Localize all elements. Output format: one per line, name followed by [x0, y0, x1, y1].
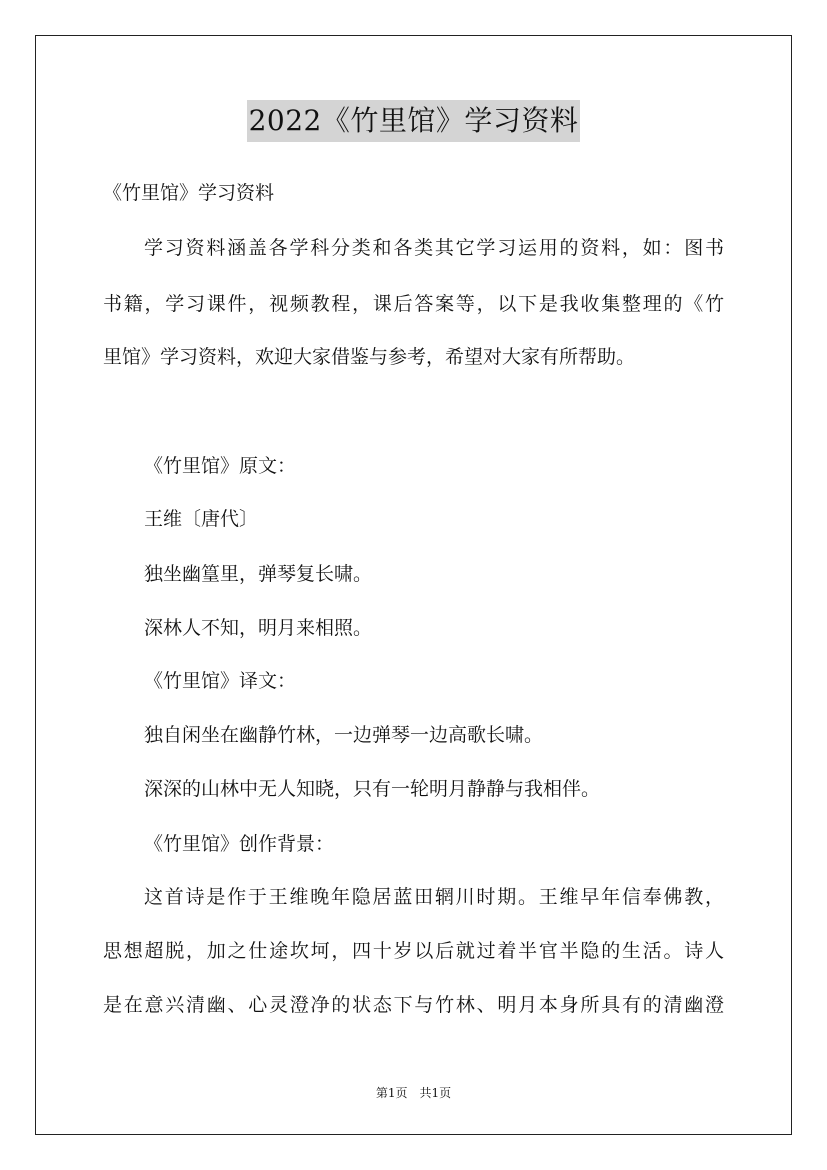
translation-line-2: 深深的山林中无人知晓，只有一轮明月静静与我相伴。 [144, 778, 601, 800]
background-line-2: 思想超脱，加之仕途坎坷，四十岁以后就过着半官半隐的生活。诗人 [103, 940, 724, 962]
poem-author: 王维〔唐代〕 [144, 508, 259, 530]
background-line-1: 这首诗是作于王维晚年隐居蓝田辋川时期。王维早年信奉佛教， [144, 886, 724, 908]
translation-line-1: 独自闲坐在幽静竹林，一边弹琴一边高歌长啸。 [144, 724, 544, 746]
intro-line-2: 书籍，学习课件，视频教程，课后答案等，以下是我收集整理的《竹 [103, 293, 724, 315]
poem-line-2: 深林人不知，明月来相照。 [144, 617, 373, 639]
background-line-3: 是在意兴清幽、心灵澄净的状态下与竹林、明月本身所具有的清幽澄 [103, 994, 724, 1016]
subtitle: 《竹里馆》学习资料 [103, 182, 275, 204]
background-heading: 《竹里馆》创作背景： [144, 833, 335, 855]
translation-heading: 《竹里馆》译文： [144, 670, 297, 692]
original-heading: 《竹里馆》原文： [144, 455, 297, 477]
page-footer: 第1页 共1页 [375, 1086, 452, 1100]
poem-line-1: 独坐幽篁里，弹琴复长啸。 [144, 563, 373, 585]
intro-line-1: 学习资料涵盖各学科分类和各类其它学习运用的资料，如：图书 [144, 237, 724, 259]
document-title: 2022《竹里馆》学习资料 [247, 100, 581, 142]
title-container [0, 100, 827, 142]
intro-line-3: 里馆》学习资料，欢迎大家借鉴与参考，希望对大家有所帮助。 [103, 346, 636, 368]
